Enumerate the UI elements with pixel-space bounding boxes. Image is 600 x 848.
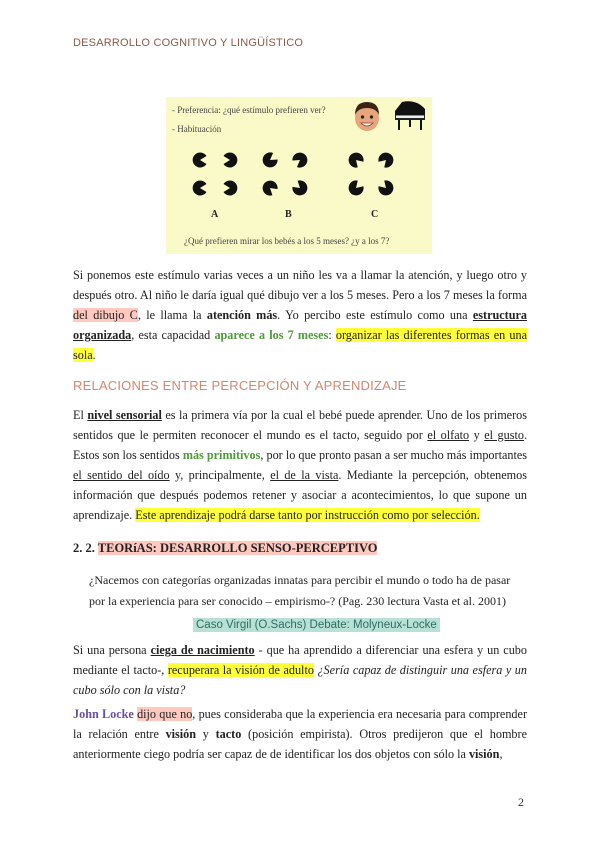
section-heading-theories: 2. 2. TEORíAS: DESARROLLO SENSO-PERCEPTIVO — [73, 541, 378, 555]
page-number: 2 — [518, 795, 524, 809]
figure-label-c: C — [371, 209, 379, 220]
figure-label-a: A — [211, 209, 219, 220]
perception-figure — [166, 97, 432, 254]
stimulus-a — [193, 153, 238, 196]
pacman-stimuli — [166, 97, 432, 254]
figure-question: ¿Qué prefieren mirar los bebés a los 5 meses? ¿y a los 7? — [184, 236, 390, 246]
case-banner: Caso Virgil (O.Sachs) Debate: Molyneux-Locke — [193, 618, 440, 632]
figure-label-b: B — [285, 209, 292, 220]
section-title-perception: RELACIONES ENTRE PERCEPCIÓN Y APRENDIZAJE — [73, 378, 407, 393]
figure-preference-line: - Preferencia: ¿qué estímulo prefieren ver? — [172, 105, 326, 115]
figure-habituation-line: - Habituación — [172, 124, 222, 134]
stimulus-b — [260, 150, 311, 199]
paragraph-senses: El nivel sensorial es la primera vía por la cual el bebé puede aprender. Uno de los primeros sentidos que le permiten reconocer el mundo es el tacto, seguido por el olfato y el gusto. Estos son los sentidos más primitivos, por lo que pronto pasan a ser mucho más importantes el sentido del oído y, principalmente, el de la vista. Mediante la percepción, obtenemos información que después podemos retener y asociar a acontecimientos, lo que supone un aprendizaje. Este aprendizaje podrá darse tanto por instrucción como por selección. — [73, 408, 528, 522]
paragraph-locke: John Locke dijo que no, pues consideraba que la experiencia era necesaria para comprender la relación entre visión y tacto (posición empirista). Otros predijeron que el hombre anteriormente ciego podría ser capaz de de identificar los dos objetos con sólo la visión, — [73, 707, 527, 761]
paragraph-stimulus: Si ponemos este estímulo varias veces a un niño les va a llamar la atención, y luego otro y después otro. Al niño le daría igual qué dibujo ver a los 5 meses. Pero a los 7 meses la forma del dibujo C, le llama la atención más. Yo percibo este estímulo como una estructura organizada, esta capacidad aparece a los 7 meses: organizar las diferentes formas en una sola. — [73, 268, 528, 362]
question-quote: ¿Nacemos con categorías organizadas innatas para percibir el mundo o todo ha de pasar por la experiencia para ser conocido – empirismo-? (Pag. 230 lectura Vasta et al. 2001) — [89, 573, 511, 608]
stimulus-c — [346, 150, 397, 199]
paragraph-molyneux: Si una persona ciega de nacimiento - que ha aprendido a diferenciar una esfera y un cubo mediante el tacto-, recuperara la visión de adulto ¿Sería capaz de distinguir una esfera y un cubo sólo con la vista? — [73, 643, 527, 697]
page-header: DESARROLLO COGNITIVO Y LINGÜÍSTICO — [73, 37, 304, 49]
